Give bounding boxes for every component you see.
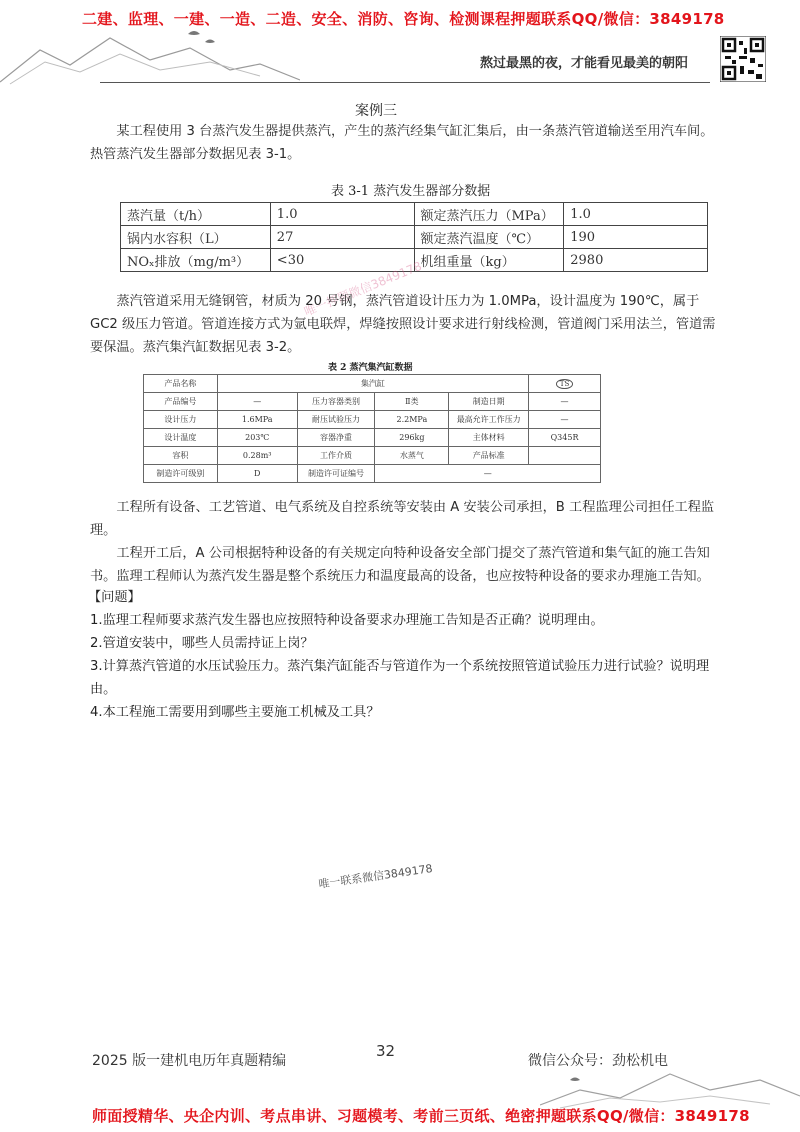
table-cell: 蒸汽量（t/h） <box>121 203 271 226</box>
table-cell: 1.0 <box>270 203 414 226</box>
table-cell: 集汽缸 <box>217 375 528 393</box>
ts-mark-cell <box>529 375 601 393</box>
table-cell: — <box>217 393 297 411</box>
table-cell: 产品标准 <box>449 447 529 465</box>
table-cell: — <box>529 393 601 411</box>
table-row <box>144 375 601 393</box>
notification-paragraph: 工程开工后，A 公司根据特种设备的有关规定向特种设备安全部门提交了蒸汽管道和集气缸的施工告知书。监理工程师认为蒸汽发生器是整个系统压力和温度最高的设备，也应按特种设备的要求办理施工告知。 <box>90 546 710 584</box>
top-promo-banner: 二建、监理、一建、一造、二造、安全、消防、咨询、检测课程押题联系QQ/微信：3849178 <box>82 10 725 28</box>
table-cell: 制造许可证编号 <box>297 465 375 483</box>
table-cell: 27 <box>270 226 414 249</box>
ts-mark-icon: TS <box>556 379 573 389</box>
question-1: 1.监理工程师要求蒸汽发生器也应按照特种设备要求办理施工告知是否正确？说明理由。 <box>90 613 604 628</box>
watermark: 唯一联系微信3849178 <box>317 862 434 891</box>
table-cell: 产品编号 <box>144 393 218 411</box>
steam-header-table <box>143 374 601 483</box>
table-row <box>144 429 601 447</box>
table-cell <box>529 447 601 465</box>
table-row <box>144 393 601 411</box>
table-row <box>144 447 601 465</box>
table-row <box>144 465 601 483</box>
table-cell: 产品名称 <box>144 375 218 393</box>
table-cell: 203℃ <box>217 429 297 447</box>
case-title: 案例三 <box>355 103 397 119</box>
table-cell: 压力容器类别 <box>297 393 375 411</box>
table-cell: 设计压力 <box>144 411 218 429</box>
table-cell: 制造许可级别 <box>144 465 218 483</box>
table-cell: 容积 <box>144 447 218 465</box>
table-cell: 主体材料 <box>449 429 529 447</box>
table-cell: 最高允许工作压力 <box>449 411 529 429</box>
table-cell: 190 <box>564 226 708 249</box>
questions-heading: 【问题】 <box>88 590 141 605</box>
table-cell: 制造日期 <box>449 393 529 411</box>
table1-caption: 表 3-1 蒸汽发生器部分数据 <box>331 184 491 199</box>
footer-wechat-account: 微信公众号：劲松机电 <box>528 1053 668 1069</box>
table-cell: 耐压试验压力 <box>297 411 375 429</box>
table-cell: 容器净重 <box>297 429 375 447</box>
table-cell: 工作介质 <box>297 447 375 465</box>
table-cell: Ⅱ类 <box>375 393 449 411</box>
table-cell: <30 <box>270 249 414 272</box>
table-cell: 296kg <box>375 429 449 447</box>
table-row <box>121 203 708 226</box>
table-cell: Q345R <box>529 429 601 447</box>
table-cell: 机组重量（kg） <box>414 249 564 272</box>
page-number: 32 <box>376 1042 396 1060</box>
table-cell: 0.28m³ <box>217 447 297 465</box>
qr-code-icon <box>720 36 766 82</box>
table-cell: 1.0 <box>564 203 708 226</box>
watermark: 唯一押题微信3849178 <box>302 258 424 319</box>
table-cell: 水蒸气 <box>375 447 449 465</box>
header-divider <box>100 82 710 83</box>
footer-book-title: 2025 版一建机电历年真题精编 <box>92 1053 287 1069</box>
table-cell: 1.6MPa <box>217 411 297 429</box>
table-row <box>144 411 601 429</box>
table-cell: 2980 <box>564 249 708 272</box>
pipeline-paragraph: 蒸汽管道采用无缝钢管，材质为 20 号钢，蒸汽管道设计压力为 1.0MPa，设计温度为 190℃，属于 GC2 级压力管道。管道连接方式为氩电联焊，焊缝按照设计要求进行射线检测，管道阀门采用法兰，管道需要保温。蒸汽集汽缸数据见表 3-2。 <box>90 294 716 355</box>
table-cell: — <box>375 465 601 483</box>
table-cell: D <box>217 465 297 483</box>
table-cell: NOₓ排放（mg/m³） <box>121 249 271 272</box>
table-cell: — <box>529 411 601 429</box>
contractor-paragraph: 工程所有设备、工艺管道、电气系统及自控系统等安装由 A 安装公司承担，B 工程监理公司担任工程监理。 <box>90 500 715 538</box>
intro-paragraph: 某工程使用 3 台蒸汽发生器提供蒸汽，产生的蒸汽经集气缸汇集后，由一条蒸汽管道输送至用汽车间。热管蒸汽发生器部分数据见表 3-1。 <box>90 124 714 162</box>
question-3: 3.计算蒸汽管道的水压试验压力。蒸汽集汽缸能否与管道作为一个系统按照管道试验压力进行试验？说明理由。 <box>90 659 710 697</box>
question-4: 4.本工程施工需要用到哪些主要施工机械及工具？ <box>90 705 380 720</box>
question-2: 2.管道安装中，哪些人员需持证上岗？ <box>90 636 314 651</box>
table2-caption: 表 2 蒸汽集汽缸数据 <box>328 363 413 373</box>
bottom-promo-banner: 师面授精华、央企内训、考点串讲、习题模考、考前三页纸、绝密押题联系QQ/微信：3849178 <box>92 1107 750 1125</box>
header-slogan: 熬过最黑的夜，才能看见最美的朝阳 <box>480 56 689 71</box>
table-row <box>121 226 708 249</box>
landscape-decoration-icon <box>540 1060 800 1110</box>
table-cell: 2.2MPa <box>375 411 449 429</box>
table-cell: 设计温度 <box>144 429 218 447</box>
table-cell: 额定蒸汽压力（MPa） <box>414 203 564 226</box>
table-cell: 锅内水容积（L） <box>121 226 271 249</box>
table-cell: 额定蒸汽温度（℃） <box>414 226 564 249</box>
mountain-decoration-icon <box>0 20 300 90</box>
